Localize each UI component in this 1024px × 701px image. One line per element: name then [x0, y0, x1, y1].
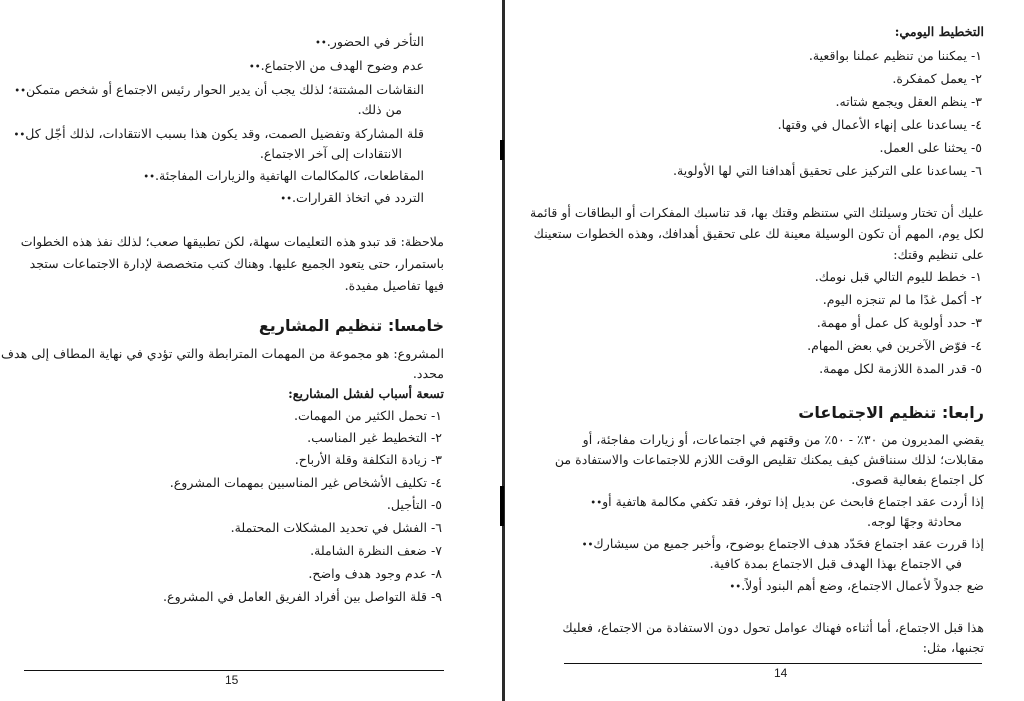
daily-planning-title: التخطيط اليومي: — [894, 24, 984, 39]
reasons-title: تسعة أسباب لفشل المشاريع: — [288, 386, 444, 401]
meeting-bullet: إذا قررت عقد اجتماع فحَدّد هدف الاجتماع بوضوح، وأخبر جميع من سيشارك•• — [581, 536, 984, 551]
right-page — [506, 0, 1024, 701]
left-page — [0, 0, 502, 701]
project-definition: المشروع: هو مجموعة من المهمات المترابطة والتي تؤدي في نهاية المطاف إلى هدف — [0, 346, 444, 361]
meeting-bullet: إذا أردت عقد اجتماع فابحث عن بديل إذا توفر، فقد تكفي مكالمة هاتفية أو•• — [590, 494, 984, 509]
meetings-paragraph: مقابلات؛ لذلك سنناقش كيف يمكنك تقليص الوقت اللازم للاجتماعات والاستفادة من — [554, 452, 984, 467]
reason-item: ٤- تكليف الأشخاص غير المناسبين بمهمات المشروع. — [169, 475, 442, 490]
bullet-continuation: محادثة وجهًا لوجه. — [867, 514, 962, 529]
step-item: ١- خطط لليوم التالي قبل نومك. — [814, 269, 982, 284]
reason-item: ٦- الفشل في تحديد المشكلات المحتملة. — [230, 520, 442, 535]
reason-item: ٢- التخطيط غير المناسب. — [307, 430, 442, 445]
daily-item: ٢- يعمل كمفكرة. — [892, 71, 982, 86]
daily-item: ٤- يساعدنا على إنهاء الأعمال في وقتها. — [777, 117, 982, 132]
note-line: فيها تفاصيل مفيدة. — [344, 278, 444, 293]
project-definition: محدد. — [412, 366, 444, 381]
footer-rule — [24, 670, 444, 671]
meetings-paragraph: كل اجتماع بفعالية قصوى. — [851, 472, 984, 487]
reason-item: ٧- ضعف النظرة الشاملة. — [310, 543, 442, 558]
step-item: ٥- قدر المدة اللازمة لكل مهمة. — [819, 361, 982, 376]
step-item: ٣- حدد أولوية كل عمل أو مهمة. — [816, 315, 982, 330]
gutter-mark — [500, 140, 504, 160]
meetings-paragraph: يقضي المديرون من ٣٠٪ - ٥٠٪ من وقتهم في اجتماعات، أو زيارات مفاجئة، أو — [582, 432, 984, 447]
bullet-continuation: الانتقادات إلى آخر الاجتماع. — [259, 146, 402, 161]
section-heading: رابعا: تنظيم الاجتماعات — [798, 403, 984, 422]
reason-item: ٣- زيادة التكلفة وقلة الأرباح. — [294, 452, 442, 467]
bullet-continuation: في الاجتماع بهذا الهدف قبل الاجتماع بمدة كافية. — [709, 556, 962, 571]
reason-item: ٥- التأجيل. — [386, 497, 442, 512]
note-line: باستمرار، حتى يتعود الجميع عليها. وهناك كتب متخصصة لإدارة الاجتماعات ستجد — [29, 256, 444, 271]
bullet-item: عدم وضوح الهدف من الاجتماع.•• — [248, 58, 424, 73]
daily-item: ٥- يحثنا على العمل. — [879, 140, 982, 155]
reason-item: ٨- عدم وجود هدف واضح. — [308, 566, 442, 581]
bullet-item: التأخر في الحضور.•• — [314, 34, 424, 49]
choose-paragraph: لكل يوم، المهم أن تكون الوسيلة معينة لك على تحقيق أهدافك، وهذه الخطوات ستعينك — [533, 226, 984, 241]
page-number: 14 — [774, 666, 788, 680]
bullet-item: النقاشات المشتتة؛ لذلك يجب أن يدير الحوار رئيس الاجتماع أو شخص متمكن•• — [14, 82, 424, 97]
step-item: ٢- أكمل غدًا ما لم تنجزه اليوم. — [822, 292, 982, 307]
daily-item: ٦- يساعدنا على التركيز على تحقيق أهدافنا التي لها الأولوية. — [673, 163, 982, 178]
bullet-item: قلة المشاركة وتفضيل الصمت، وقد يكون هذا بسبب الانتقادات، لذلك أجّل كل•• — [13, 126, 424, 141]
daily-item: ٣- ينظم العقل ويجمع شتاته. — [835, 94, 982, 109]
bullet-item: التردد في اتخاذ القرارات.•• — [280, 190, 424, 205]
reason-item: ٩- قلة التواصل بين أفراد الفريق العامل في المشروع. — [163, 589, 442, 604]
page-number: 15 — [225, 673, 239, 687]
daily-item: ١- يمكننا من تنظيم عملنا بواقعية. — [808, 48, 982, 63]
section-heading: خامسا: تنظيم المشاريع — [258, 316, 444, 335]
reason-item: ١- تحمل الكثير من المهمات. — [293, 408, 442, 423]
closing-paragraph: هذا قبل الاجتماع، أما أثناءه فهناك عوامل تحول دون الاستفادة من الاجتماع، فعليك — [562, 620, 984, 635]
meeting-bullet: ضع جدولاً لأعمال الاجتماع، وضع أهم البنود أولاً.•• — [729, 578, 984, 593]
step-item: ٤- فوّض الآخرين في بعض المهام. — [807, 338, 982, 353]
choose-paragraph: عليك أن تختار وسيلتك التي ستنظم وقتك بها، قد تناسبك المفكرات أو البطاقات أو قائمة — [529, 205, 984, 220]
bullet-continuation: من ذلك. — [357, 102, 402, 117]
choose-paragraph: على تنظيم وقتك: — [893, 247, 984, 262]
bullet-item: المقاطعات، كالمكالمات الهاتفية والزيارات المفاجئة.•• — [143, 168, 424, 183]
closing-paragraph: تجنبها، مثل: — [922, 640, 984, 655]
note-line: ملاحظة: قد تبدو هذه التعليمات سهلة، لكن تطبيقها صعب؛ لذلك نفذ هذه الخطوات — [20, 234, 444, 249]
gutter-mark — [500, 486, 504, 526]
footer-rule — [564, 663, 982, 664]
page-gutter — [502, 0, 505, 701]
